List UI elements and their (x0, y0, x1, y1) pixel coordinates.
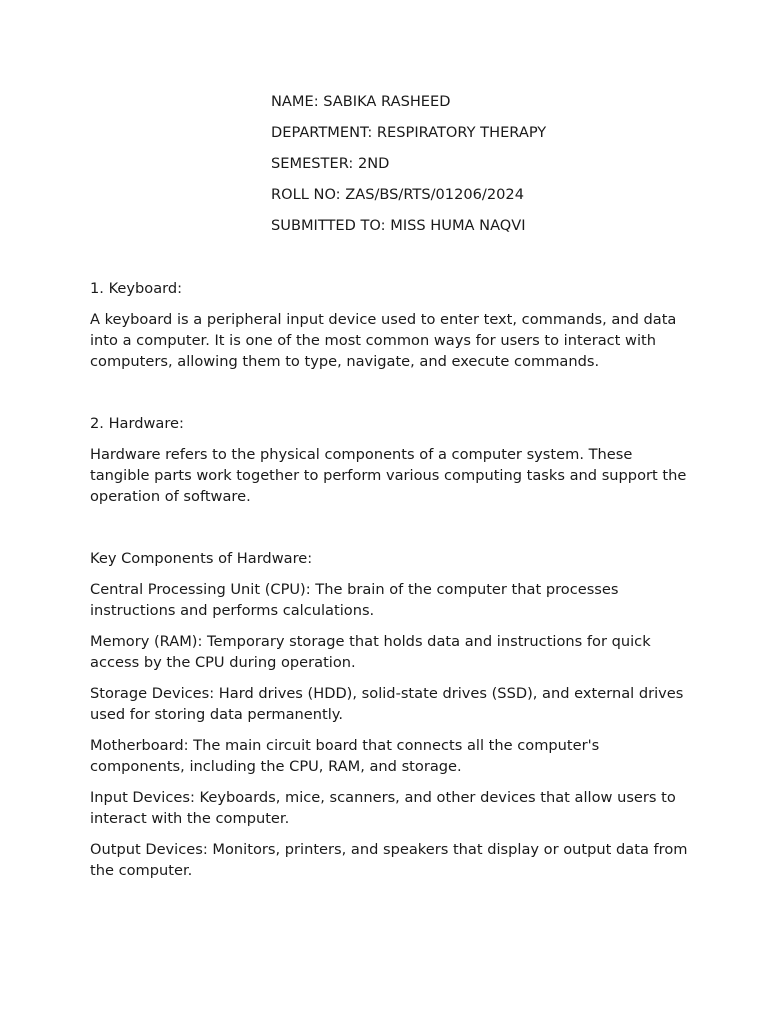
keyboard-paragraph: A keyboard is a peripheral input device used to enter text, commands, and data into a computer. It is one of the most common ways for users to interact with computers, allowing them to type, navigate, and execute commands. (90, 311, 677, 370)
component-output-devices: Output Devices: Monitors, printers, and speakers that display or output data from the computer. (90, 841, 688, 879)
component-motherboard: Motherboard: The main circuit board that connects all the computer's components, including the CPU, RAM, and storage. (90, 737, 600, 775)
document-body (90, 278, 688, 891)
student-name: NAME: SABIKA RASHEED (271, 93, 451, 110)
section-spacer (90, 382, 688, 413)
component-storage: Storage Devices: Hard drives (HDD), solid-state drives (SSD), and external drives used for storing data permanently. (90, 685, 684, 723)
student-semester: SEMESTER: 2ND (271, 155, 390, 172)
student-department: DEPARTMENT: RESPIRATORY THERAPY (271, 124, 547, 141)
student-info-header (271, 91, 546, 246)
hardware-paragraph: Hardware refers to the physical components of a computer system. These tangible parts work together to perform various computing tasks and support the operation of software. (90, 446, 687, 505)
student-roll-no: ROLL NO: ZAS/BS/RTS/01206/2024 (271, 186, 524, 203)
submitted-to: SUBMITTED TO: MISS HUMA NAQVI (271, 217, 526, 234)
keyboard-heading: 1. Keyboard: (90, 280, 183, 297)
component-cpu: Central Processing Unit (CPU): The brain of the computer that processes instructions and performs calculations. (90, 581, 619, 619)
hardware-heading: 2. Hardware: (90, 415, 184, 432)
component-memory: Memory (RAM): Temporary storage that holds data and instructions for quick access by the CPU during operation. (90, 633, 651, 671)
components-heading: Key Components of Hardware: (90, 550, 313, 567)
section-spacer (90, 517, 688, 548)
component-input-devices: Input Devices: Keyboards, mice, scanners, and other devices that allow users to interact with the computer. (90, 789, 676, 827)
